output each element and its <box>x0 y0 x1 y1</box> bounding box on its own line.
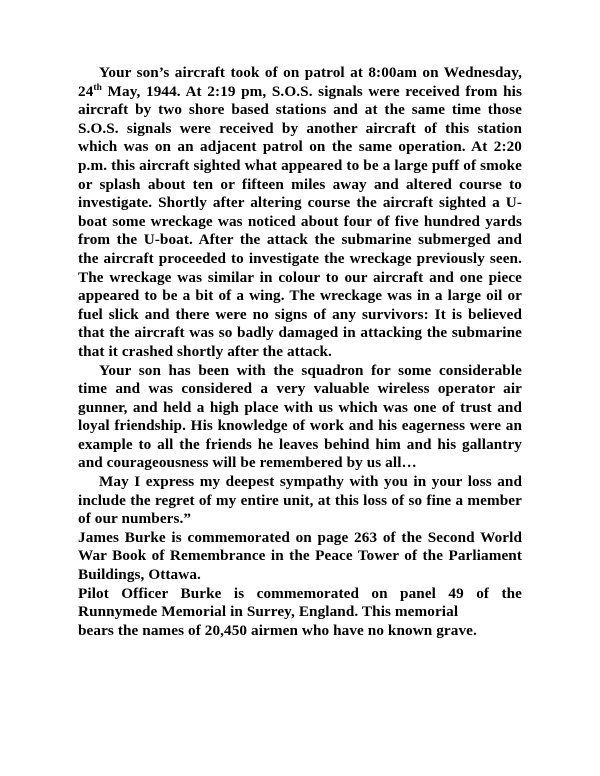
paragraph-1-text-part-2: May, 1944. At 2:19 pm, S.O.S. signals were received from his aircraft by two shore based stations and at the same time those S.O.S. signals were received by another aircraft of this station which was on an adjacent patrol on the same operation. At 2:20 p.m. this aircraft sighted what appeared to be a large puff of smoke or splash about ten or fifteen miles away and altered course to investigate. Shortly after altering course the aircraft sighted a U-boat some wreckage was noticed about four of five hundred yards from the U-boat. After the attack the submarine submerged and the aircraft proceeded to investigate the wreckage previously seen. The wreckage was similar in colour to our aircraft and one piece appeared to be a bit of a wing. The wreckage was in a large oil or fuel slick and there were no signs of any survivors: It is believed that the aircraft was so badly damaged in attacking the submarine that it crashed shortly after the attack. <box>78 82 522 360</box>
paragraph-tribute: Your son has been with the squadron for some considerable time and was considered a very valuable wireless operator air gunner, and held a high place with us which was one of trust and loyal friendship. His knowledge of work and his eagerness were an example to all the friends he leaves behind him and his gallantry and courageousness will be remembered by us all… <box>78 361 522 472</box>
letter-body <box>78 64 522 640</box>
paragraph-book-of-remembrance: James Burke is commemorated on page 263 of the Second World War Book of Remembrance in the Peace Tower of the Parliament Buildings, Ottawa. <box>78 528 522 584</box>
runnymede-line-2: bears the names of 20,450 airmen who have no known grave. <box>78 621 477 639</box>
paragraph-1-text-part-1: Your son’s aircraft took of on patrol at 8:00am on Wednesday, 24 <box>78 64 522 100</box>
paragraph-runnymede-memorial <box>78 585 522 641</box>
ordinal-suffix-superscript: th <box>93 82 102 93</box>
runnymede-line-1: Pilot Officer Burke is commemorated on panel 49 of the Runnymede Memorial in Surrey, England. This memorial <box>78 584 522 621</box>
paragraph-condolence: May I express my deepest sympathy with you in your loss and include the regret of my entire unit, at this loss of so fine a member of our numbers.” <box>78 473 522 528</box>
paragraph-incident-report <box>78 64 522 362</box>
